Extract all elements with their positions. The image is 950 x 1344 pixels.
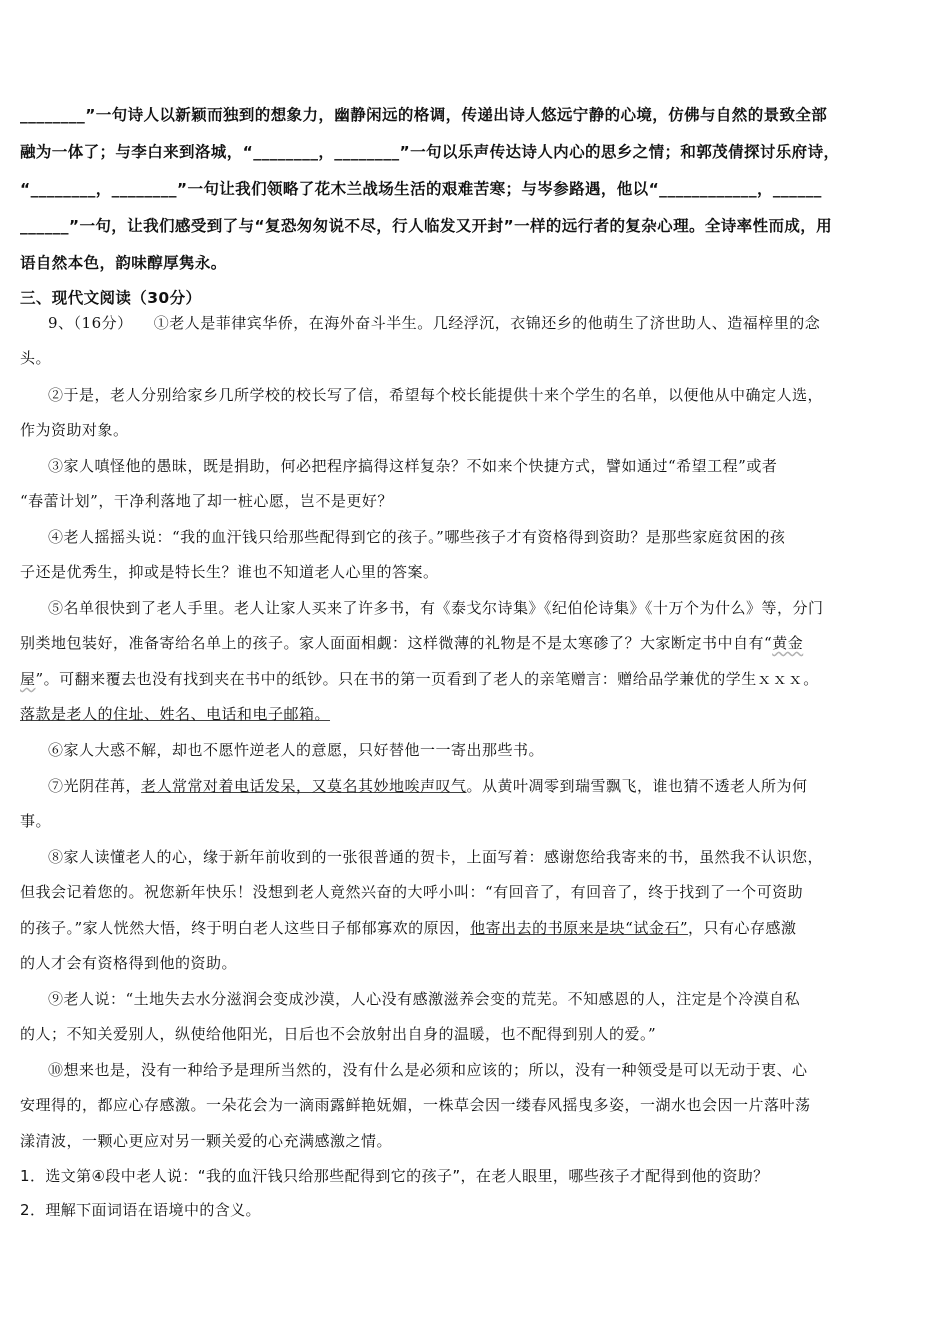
underlined-sentence-luokuan: 落款是老人的住址、姓名、电话和电子邮箱。 xyxy=(20,705,331,723)
intro-line-2: 融为一体了；与李白来到洛城，“________，________”一句以乐声传达诗人内心的思乡之情；和郭茂倩探讨乐府诗， xyxy=(20,143,840,161)
intro-line-3: “________，________”一句让我们领略了花木兰战场生活的艰难苦寒；与岑参路遇，他以“____________，______ xyxy=(20,180,822,198)
underlined-phrase-huangjin: 黄金 xyxy=(772,634,804,652)
article-p7-line-2: 事。 xyxy=(20,812,52,830)
article-p5-line-2 xyxy=(20,632,803,653)
question-number: 9、（16分） xyxy=(48,314,133,332)
article-p2-line-2: 作为资助对象。 xyxy=(20,421,129,439)
question-1: 1．选文第④段中老人说：“我的血汗钱只给那些配得到它的孩子”，在老人眼里，哪些孩子才配得到他的资助？ xyxy=(20,1167,769,1185)
article-p2-line-1: ②于是，老人分别给家乡几所学校的校长写了信，希望每个校长能提供十来个学生的名单，以便他从中确定人选， xyxy=(48,386,824,404)
article-p8-text-c: ，只有心存感激 xyxy=(688,919,797,937)
article-p8-line-4: 的人才会有资格得到他的资助。 xyxy=(20,954,238,972)
article-p8-line-3 xyxy=(20,917,797,938)
article-p5-line-3-text: ”。可翻来覆去也没有找到夹在书中的纸钞。只在书的第一页看到了老人的亲笔赠言：赠给品学兼优的学生ｘｘｘ。 xyxy=(35,670,819,688)
question-2: 2．理解下面词语在语境中的含义。 xyxy=(20,1201,261,1219)
article-p10-line-3: 漾清波，一颗心更应对另一颗关爱的心充满感激之情。 xyxy=(20,1132,393,1150)
article-p7-line-1 xyxy=(48,775,808,796)
article-p10-line-1: ⑩想来也是，没有一种给予是理所当然的，没有什么是必须和应该的；所以，没有一种领受是可以无动于衷、心 xyxy=(48,1061,808,1079)
intro-line-4: ______”一句，让我们感受到了与“复恐匆匆说不尽，行人临发又开封”一样的远行者的复杂心理。全诗率性而成，用 xyxy=(20,217,833,235)
intro-line-1: ________”一句诗人以新颖而独到的想象力，幽静闲远的格调，传递出诗人悠远宁静的心境，仿佛与自然的景致全部 xyxy=(20,106,828,124)
article-p9-line-1: ⑨老人说：“土地失去水分滋润会变成沙漠，人心没有感激滋养会变的荒芜。不知感恩的人，注定是个冷漠自私 xyxy=(48,990,801,1008)
article-p1-line-1 xyxy=(48,312,820,333)
article-p4-line-2: 子还是优秀生，抑或是特长生？谁也不知道老人心里的答案。 xyxy=(20,563,439,581)
article-p5-line-1: ⑤名单很快到了老人手里。老人让家人买来了许多书，有《泰戈尔诗集》《纪伯伦诗集》《十万个为什么》等，分门 xyxy=(48,599,824,617)
article-p7-text-a: ⑦光阴荏苒， xyxy=(48,777,142,795)
section-heading: 三、现代文阅读（30分） xyxy=(20,289,202,307)
article-p7-text-c: 。从黄叶凋零到瑞雪飘飞，谁也猜不透老人所为何 xyxy=(466,777,808,795)
intro-line-5: 语自然本色，韵味醇厚隽永。 xyxy=(20,254,227,272)
article-p9-line-2: 的人；不知关爱别人，纵使给他阳光，日后也不会放射出自身的温暖，也不配得到别人的爱。” xyxy=(20,1025,657,1043)
article-p1-text: ①老人是菲律宾华侨，在海外奋斗半生。几经浮沉，衣锦还乡的他萌生了济世助人、造福梓里的念 xyxy=(153,314,821,332)
article-p4-line-1: ④老人摇摇头说：“我的血汗钱只给那些配得到它的孩子。”哪些孩子才有资格得到资助？是那些家庭贫困的孩 xyxy=(48,528,786,546)
article-p5-line-3 xyxy=(20,668,819,689)
article-p8-line-2: 但我会记着您的。祝您新年快乐！没想到老人竟然兴奋的大呼小叫：“有回音了，有回音了，终于找到了一个可资助 xyxy=(20,883,804,901)
underlined-sentence-shijinshi: 他寄出去的书原来是块“试金石” xyxy=(470,919,689,937)
article-p6-line-1: ⑥家人大惑不解，却也不愿忤逆老人的意愿，只好替他一一寄出那些书。 xyxy=(48,741,545,759)
article-p10-line-2: 安理得的，都应心存感激。一朵花会为一滴雨露鲜艳妩媚，一株草会因一缕春风摇曳多姿，一湖水也会因一片落叶荡 xyxy=(20,1096,811,1114)
underlined-sentence-fadai: 老人常常对着电话发呆，又莫名其妙地唉声叹气 xyxy=(141,777,467,795)
article-p1-line-2: 头。 xyxy=(20,349,52,367)
article-p5-line-2-text: 别类地包装好，准备寄给名单上的孩子。家人面面相觑：这样微薄的礼物是不是太寒碜了？大家断定书中自有“ xyxy=(20,634,773,652)
article-p3-line-2: “春蕾计划”，干净利落地了却一桩心愿，岂不是更好？ xyxy=(20,492,393,510)
article-p8-text-a: 的孩子。”家人恍然大悟，终于明白老人这些日子郁郁寡欢的原因， xyxy=(20,919,471,937)
underlined-phrase-wu: 屋 xyxy=(20,670,36,688)
article-p8-line-1: ⑧家人读懂老人的心，缘于新年前收到的一张很普通的贺卡，上面写着：感谢您给我寄来的书，虽然我不认识您， xyxy=(48,848,824,866)
article-p3-line-1: ③家人嗔怪他的愚昧，既是捐助，何必把程序搞得这样复杂？不如来个快捷方式，譬如通过“希望工程”或者 xyxy=(48,457,778,475)
